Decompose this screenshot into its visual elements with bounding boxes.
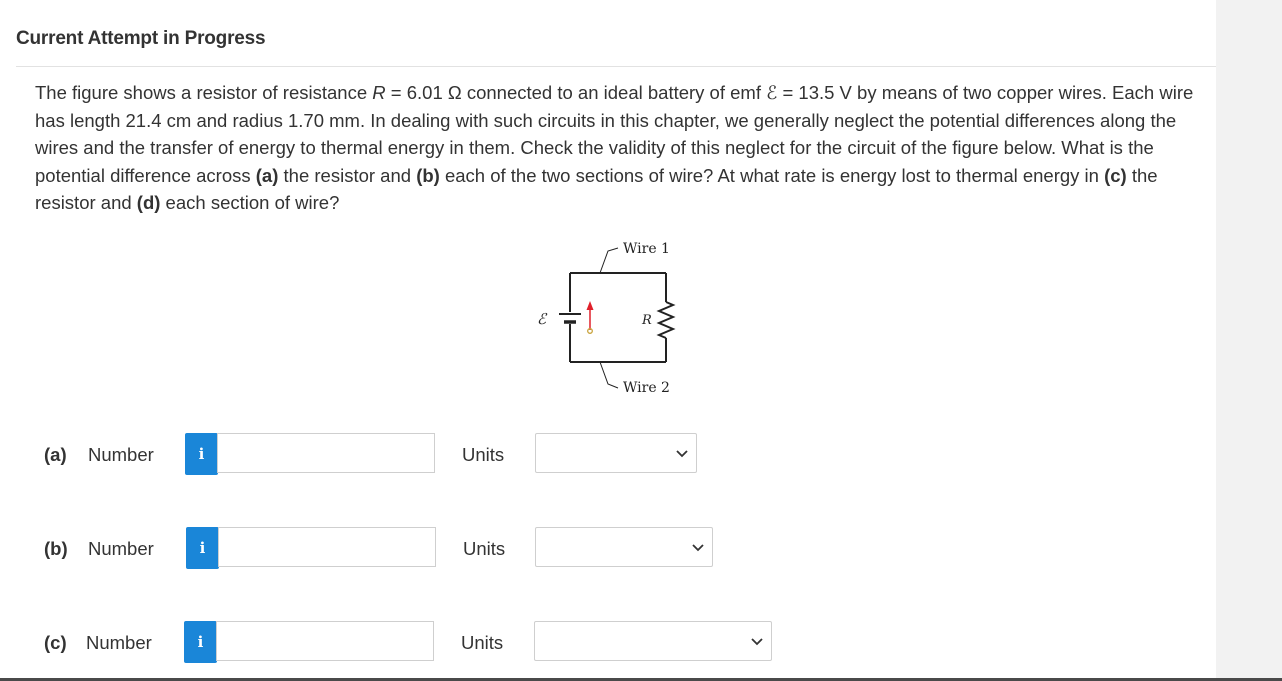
info-icon[interactable]: i [185,433,218,475]
part-label: (a) [44,444,67,465]
number-input[interactable] [216,621,434,661]
number-label: Number [88,444,154,465]
units-select[interactable] [535,527,713,567]
wire2-leader [600,362,618,388]
wire1-label: Wire 1 [623,241,670,257]
current-arrow-head [587,301,594,310]
question-text: The figure shows a resistor of resistance R = 6.01 Ω connected to an ideal battery of emf ℰ = 13.5 V by means of two copper wires. Each wire has length 21.4 cm and radius 1.70 mm. In dealing with such circuits in this chapter, we generally neglect the potential differences along the wires and the transfer of energy to thermal energy in them. Check the validity of this neglect for the circuit of the figure below. What is the potential difference across (a) the resistor and (b) each of the two sections of wire? At what rate is energy lost to thermal energy in (c) the resistor and (d) each section of wire? [35,82,1194,213]
units-label: Units [462,444,505,465]
wire1-leader [600,248,618,273]
part-label: (b) [44,538,68,559]
page-title: Current Attempt in Progress [16,28,266,49]
number-label: Number [88,538,154,559]
answer-row-a [0,433,1216,477]
emf-label: ℰ [537,310,547,328]
resistor-zigzag [659,302,673,338]
right-gutter [1216,0,1282,681]
number-label: Number [86,632,152,653]
number-input[interactable] [218,527,436,567]
units-select[interactable] [534,621,772,661]
units-label: Units [461,632,504,653]
units-label: Units [463,538,506,559]
chevron-down-icon [675,446,689,460]
number-input[interactable] [217,433,435,473]
chevron-down-icon [691,540,705,554]
chevron-down-icon [750,634,764,648]
circuit-figure [532,232,712,402]
info-icon[interactable]: i [186,527,219,569]
wire2-label: Wire 2 [623,380,670,396]
units-select[interactable] [535,433,697,473]
info-icon[interactable]: i [184,621,217,663]
header-divider [16,66,1216,67]
answer-row-c [0,621,1216,665]
resistor-label: R [642,313,652,328]
part-label: (c) [44,632,67,653]
answer-row-b [0,527,1216,571]
